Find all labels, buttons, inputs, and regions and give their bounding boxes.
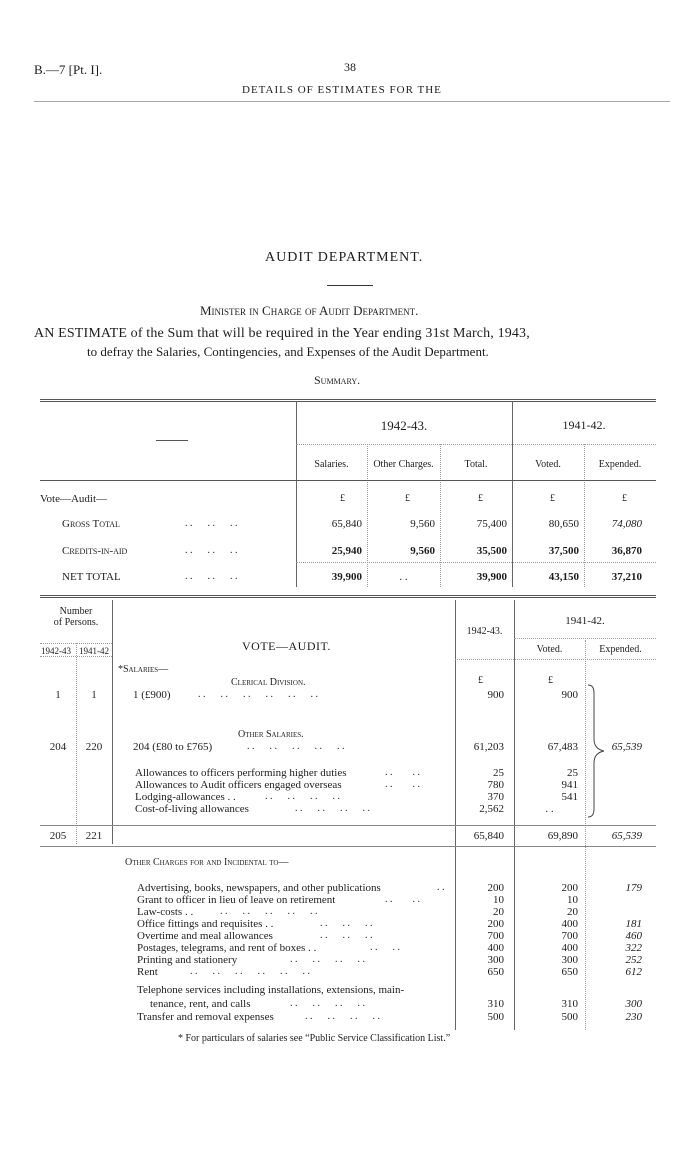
salaries-expended: 65,539 — [611, 741, 642, 753]
stub-dash — [156, 440, 188, 441]
brace-icon — [586, 683, 608, 819]
charge-voted: 310 — [561, 998, 578, 1010]
page-reference: B.—7 [Pt. I]. — [34, 62, 103, 77]
allowance-estimate: 780 — [487, 779, 504, 791]
persons-1941: 1 — [91, 689, 97, 701]
charge-label: Law-costs . . — [137, 906, 194, 918]
persons-rule-2 — [40, 656, 112, 657]
persons-rule — [40, 643, 112, 644]
leader-dots: . . . . . . . . . . — [220, 906, 318, 917]
persons-1942: 1 — [55, 689, 61, 701]
col-total: Total. — [464, 459, 488, 470]
charge-expended: 230 — [625, 1011, 642, 1023]
charge-estimate: 300 — [487, 954, 504, 966]
charge-expended: 181 — [625, 918, 642, 930]
row-label: NET TOTAL — [62, 571, 121, 583]
charge-voted: 300 — [561, 954, 578, 966]
clerical-estimate: 900 — [487, 689, 504, 701]
currency-symbol: £ — [550, 493, 555, 504]
leader-dots: . . . . . . . . — [305, 1011, 380, 1022]
charge-label: Rent — [137, 966, 158, 978]
col-expended: Expended. — [598, 459, 642, 470]
charge-expended: 252 — [625, 954, 642, 966]
charge-estimate: 20 — [493, 906, 504, 918]
row-label: Credits-in-aid — [62, 545, 128, 557]
charge-voted: 400 — [561, 918, 578, 930]
clerical-line: 1 (£900) — [133, 689, 171, 701]
leader-dots: . . . . . . . . . . . . — [198, 689, 318, 700]
leader-dots: . . . . . . . . . . . . — [190, 966, 310, 977]
estimate-year: 1942-43. — [466, 626, 503, 637]
cell-voted: 37,500 — [548, 545, 579, 557]
estimate-line-1: AN ESTIMATE of the Sum that will be required in the Year ending 31st March, 1943, — [34, 326, 530, 341]
persons-1941: 220 — [85, 741, 103, 753]
cell-other: . . — [399, 571, 408, 583]
charge-estimate: 700 — [487, 930, 504, 942]
year-rule — [296, 444, 656, 445]
other-salaries-estimate: 61,203 — [473, 741, 504, 753]
leader-dots: . . . . — [385, 779, 420, 790]
persons-label: of Persons. — [53, 617, 99, 628]
currency-symbol: £ — [548, 675, 553, 686]
charge-label: Printing and stationery — [137, 954, 238, 966]
col-voted: Voted. — [535, 459, 561, 470]
col-voted: Voted. — [536, 644, 563, 655]
charge-expended: 179 — [625, 882, 642, 894]
leader-dots: . . . . . . — [320, 918, 373, 929]
charge-voted: 20 — [567, 906, 578, 918]
cell-voted: 80,650 — [548, 518, 579, 530]
currency-symbol: £ — [340, 493, 345, 504]
charge-label: Office fittings and requisites . . — [137, 918, 274, 930]
charge-estimate: 650 — [487, 966, 504, 978]
persons-col-1942: 1942-43 — [41, 646, 71, 656]
other-charges-heading: Other Charges for and Incidental to— — [125, 857, 289, 868]
charge-label: Transfer and removal expenses — [137, 1011, 274, 1023]
cell-total: 35,500 — [476, 545, 507, 557]
charge-expended: 612 — [625, 966, 642, 978]
summary-bottom-rule-2 — [40, 597, 656, 598]
charge-label: tenance, rent, and calls — [150, 998, 251, 1010]
charge-estimate: 310 — [487, 998, 504, 1010]
estimate-line-2: to defray the Salaries, Contingencies, and Expenses of the Audit Department. — [87, 344, 489, 359]
col-salaries: Salaries. — [314, 459, 349, 470]
summary-top-rule — [40, 399, 656, 400]
charge-label: Postages, telegrams, and rent of boxes . . — [137, 942, 317, 954]
charge-voted: 650 — [561, 966, 578, 978]
footnote: * For particulars of salaries see “Public Service Classification List.” — [178, 1033, 451, 1044]
summary-year-new: 1942-43. — [380, 418, 428, 433]
clerical-heading: Clerical Division. — [231, 677, 306, 688]
cell-expended: 37,210 — [611, 571, 642, 583]
subtotal-voted: 69,890 — [547, 830, 578, 842]
persons-1942: 204 — [49, 741, 67, 753]
charge-expended: 300 — [625, 998, 642, 1010]
number-label: Number — [59, 606, 93, 617]
allowance-voted: 941 — [561, 779, 578, 791]
leader-dots: . . . . . . . . — [290, 998, 365, 1009]
leader-dots: . . . . . . — [185, 571, 238, 582]
allowance-estimate: 2,562 — [479, 803, 504, 815]
header-bottom-rule — [40, 480, 656, 481]
leader-dots: . . — [437, 882, 445, 893]
charge-estimate: 200 — [487, 882, 504, 894]
other-salaries-voted: 67,483 — [547, 741, 578, 753]
leader-dots: . . . . . . . . — [265, 791, 340, 802]
salaries-heading: *Salaries— — [118, 664, 169, 675]
department-title: AUDIT DEPARTMENT. — [265, 250, 424, 265]
charge-expended: 460 — [625, 930, 642, 942]
charge-estimate: 10 — [493, 894, 504, 906]
header-rule — [34, 101, 670, 102]
charge-voted: 700 — [561, 930, 578, 942]
cell-other: 9,560 — [410, 518, 435, 530]
cell-expended: 36,870 — [611, 545, 642, 557]
summary-top-rule-2 — [40, 401, 656, 402]
clerical-voted: 900 — [561, 689, 578, 701]
subtotal-bottom-rule — [40, 846, 656, 847]
persons-divider — [112, 600, 113, 844]
voted-year: 1941-42. — [565, 615, 605, 627]
subtotal-persons-1941: 221 — [85, 830, 103, 842]
persons-col-1941: 1941-42 — [79, 646, 109, 656]
charge-voted: 500 — [561, 1011, 578, 1023]
cell-other: 9,560 — [410, 545, 435, 557]
other-salaries-line: 204 (£80 to £765) — [133, 741, 213, 753]
year-old-rule — [514, 638, 656, 639]
charge-label: Overtime and meal allowances — [137, 930, 273, 942]
title-rule — [327, 285, 373, 286]
minister-line: Minister in Charge of Audit Department. — [200, 303, 419, 318]
charge-label: Advertising, books, newspapers, and other publications — [137, 882, 381, 894]
charge-label: Telephone services including installations, extensions, main- — [137, 984, 405, 996]
cell-total: 39,900 — [476, 571, 507, 583]
row-label: Gross Total — [62, 518, 120, 530]
leader-dots: . . . . . . . . . . — [247, 741, 345, 752]
currency-symbol: £ — [478, 493, 483, 504]
allowance-label: Cost-of-living allowances — [135, 803, 249, 815]
summary-heading: Summary. — [314, 373, 361, 387]
cell-expended: 74,080 — [611, 518, 642, 530]
col-expended: Expended. — [599, 644, 642, 655]
subtotal-persons-1942: 205 — [49, 830, 67, 842]
charge-voted: 200 — [561, 882, 578, 894]
col-other-charges: Other Charges. — [373, 459, 434, 470]
summary-bottom-rule — [40, 595, 656, 596]
leader-dots: . . . . . . — [185, 518, 238, 529]
subtotal-estimate: 65,840 — [473, 830, 504, 842]
page-number: 38 — [344, 60, 356, 74]
leader-dots: . . . . . . — [320, 930, 373, 941]
allowance-label: Allowances to officers performing higher duties — [135, 767, 347, 779]
subtotal-expended: 65,539 — [611, 830, 642, 842]
summary-year-old: 1941-42. — [562, 418, 606, 432]
leader-dots: . . . . — [385, 894, 420, 905]
cell-total: 75,400 — [476, 518, 507, 530]
charge-voted: 400 — [561, 942, 578, 954]
leader-dots: . . . . . . . . — [290, 954, 365, 965]
charge-label: Grant to officer in lieu of leave on retirement — [137, 894, 336, 906]
cell-salaries: 65,840 — [331, 518, 362, 530]
leader-dots: . . . . . . . . — [295, 803, 370, 814]
cell-salaries: 39,900 — [331, 571, 362, 583]
cell-voted: 43,150 — [548, 571, 579, 583]
charge-voted: 10 — [567, 894, 578, 906]
allowance-voted: 541 — [561, 791, 578, 803]
currency-symbol: £ — [405, 493, 410, 504]
charge-estimate: 200 — [487, 918, 504, 930]
charge-expended: 322 — [625, 942, 642, 954]
col-head-rule — [455, 659, 656, 660]
subtotal-rule — [40, 825, 656, 826]
vote-title: VOTE—AUDIT. — [242, 639, 331, 653]
allowance-voted: . . — [545, 803, 554, 815]
allowance-voted: 25 — [567, 767, 578, 779]
leader-dots: . . . . — [370, 942, 400, 953]
leader-dots: . . . . — [385, 767, 420, 778]
vote-label: Vote—Audit— — [40, 493, 108, 505]
currency-symbol: £ — [478, 675, 483, 686]
running-title: DETAILS OF ESTIMATES FOR THE — [242, 84, 442, 96]
charge-estimate: 500 — [487, 1011, 504, 1023]
other-salaries-heading: Other Salaries. — [238, 729, 304, 740]
allowance-estimate: 370 — [487, 791, 504, 803]
allowance-label: Allowances to Audit officers engaged overseas — [135, 779, 342, 791]
currency-symbol: £ — [622, 493, 627, 504]
net-total-rule — [296, 562, 656, 563]
leader-dots: . . . . . . — [185, 545, 238, 556]
charge-estimate: 400 — [487, 942, 504, 954]
allowance-label: Lodging-allowances . . — [135, 791, 236, 803]
cell-salaries: 25,940 — [331, 545, 362, 557]
allowance-estimate: 25 — [493, 767, 504, 779]
